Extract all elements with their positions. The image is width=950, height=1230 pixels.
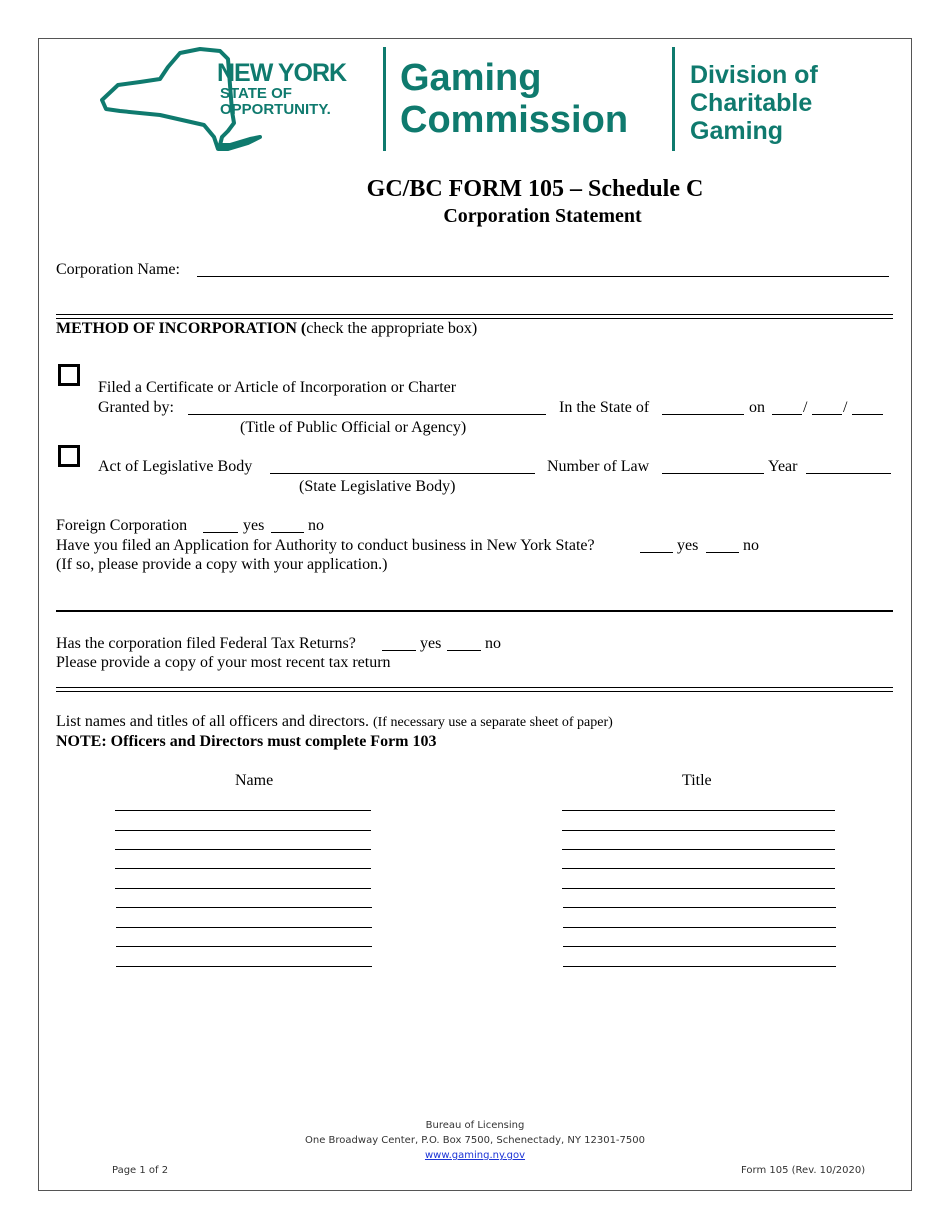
on-label: on [749,399,765,416]
officers-instructions-text: List names and titles of all officers and directors. [56,713,369,730]
corporation-name-field[interactable] [197,276,889,277]
section-divider [56,687,893,692]
legislative-caption: (State Legislative Body) [299,478,456,495]
foreign-no-field[interactable] [271,532,304,533]
granted-by-label: Granted by: [98,399,174,416]
logo-separator-1 [383,47,386,151]
logo-separator-2 [672,47,675,151]
footer-website-wrap [0,1150,950,1161]
officers-note: NOTE: Officers and Directors must complete Form 103 [56,733,437,750]
legislative-checkbox[interactable] [58,445,80,467]
authority-no-field[interactable] [706,552,739,553]
officer-name-field[interactable] [115,868,371,869]
certificate-checkbox[interactable] [58,364,80,386]
officers-instructions-small: (If necessary use a separate sheet of paper) [372,715,613,730]
foreign-yes-label: yes [243,517,265,534]
tax-no-label: no [485,635,501,652]
footer-page-number: Page 1 of 2 [112,1165,169,1176]
officer-name-field[interactable] [116,966,372,967]
footer-address: One Broadway Center, P.O. Box 7500, Schenectady, NY 12301-7500 [305,1135,645,1146]
officers-instructions [56,712,613,732]
footer-website-link[interactable]: www.gaming.ny.gov [424,1150,526,1161]
officer-name-field[interactable] [115,810,371,811]
ny-logo-line1: NEW YORK [217,59,347,87]
gaming-logo-line1: Gaming [400,57,542,99]
gaming-logo-line2: Commission [400,99,629,141]
authority-yes-label: yes [677,537,699,554]
officer-title-field[interactable] [562,849,835,850]
method-heading-rest: check the appropriate box) [306,320,478,337]
date-slash-2: / [843,399,848,416]
officer-name-field[interactable] [115,888,371,889]
division-logo-line3: Gaming [690,117,784,145]
officer-title-field[interactable] [563,927,836,928]
date-year-field[interactable] [852,414,883,415]
officer-title-field[interactable] [563,907,836,908]
division-logo-line1: Division of [690,61,818,89]
ny-logo-line2: STATE OF [220,85,292,102]
method-heading-bold: METHOD OF INCORPORATION ( [56,320,307,337]
name-column-header: Name [235,772,274,789]
foreign-no-label: no [308,517,324,534]
authority-note: (If so, please provide a copy with your application.) [56,556,388,573]
tax-yes-label: yes [420,635,442,652]
title-column-header: Title [682,772,712,789]
date-slash-1: / [803,399,808,416]
footer-form-revision: Form 105 (Rev. 10/2020) [741,1165,866,1176]
officer-name-field[interactable] [115,830,371,831]
state-label: In the State of [559,399,650,416]
officer-name-field[interactable] [116,946,372,947]
number-of-law-field[interactable] [662,473,764,474]
division-logo-line2: Charitable [690,89,813,117]
number-of-law-label: Number of Law [547,458,650,475]
year-label: Year [768,458,798,475]
tax-yes-field[interactable] [382,650,416,651]
form-title: GC/BC FORM 105 – Schedule C [366,176,704,202]
officer-name-field[interactable] [116,907,372,908]
certificate-label: Filed a Certificate or Article of Incorporation or Charter [98,379,457,396]
footer-bureau: Bureau of Licensing [425,1120,525,1131]
authority-yes-field[interactable] [640,552,673,553]
form-subtitle: Corporation Statement [443,205,642,227]
method-heading [56,319,477,338]
corporation-name-label: Corporation Name: [56,261,180,278]
officer-title-field[interactable] [562,888,835,889]
foreign-yes-field[interactable] [203,532,238,533]
officer-name-field[interactable] [115,849,371,850]
year-field[interactable] [806,473,891,474]
foreign-corporation-label: Foreign Corporation [56,517,188,534]
date-month-field[interactable] [772,414,802,415]
officer-title-field[interactable] [563,966,836,967]
ny-logo-line3: OPPORTUNITY. [220,101,331,118]
section-divider [56,610,893,612]
authority-no-label: no [743,537,759,554]
officer-title-field[interactable] [562,868,835,869]
legislative-body-field[interactable] [270,473,535,474]
state-field[interactable] [662,414,744,415]
officer-title-field[interactable] [562,810,835,811]
officer-title-field[interactable] [562,830,835,831]
tax-question: Has the corporation filed Federal Tax Returns? [56,635,356,652]
date-day-field[interactable] [812,414,842,415]
granted-by-caption: (Title of Public Official or Agency) [240,419,467,436]
granted-by-field[interactable] [188,414,546,415]
authority-question: Have you filed an Application for Authority to conduct business in New York State? [56,537,595,554]
legislative-label: Act of Legislative Body [98,458,253,475]
tax-no-field[interactable] [447,650,481,651]
officer-name-field[interactable] [116,927,372,928]
tax-note: Please provide a copy of your most recent tax return [56,654,391,671]
officer-title-field[interactable] [563,946,836,947]
